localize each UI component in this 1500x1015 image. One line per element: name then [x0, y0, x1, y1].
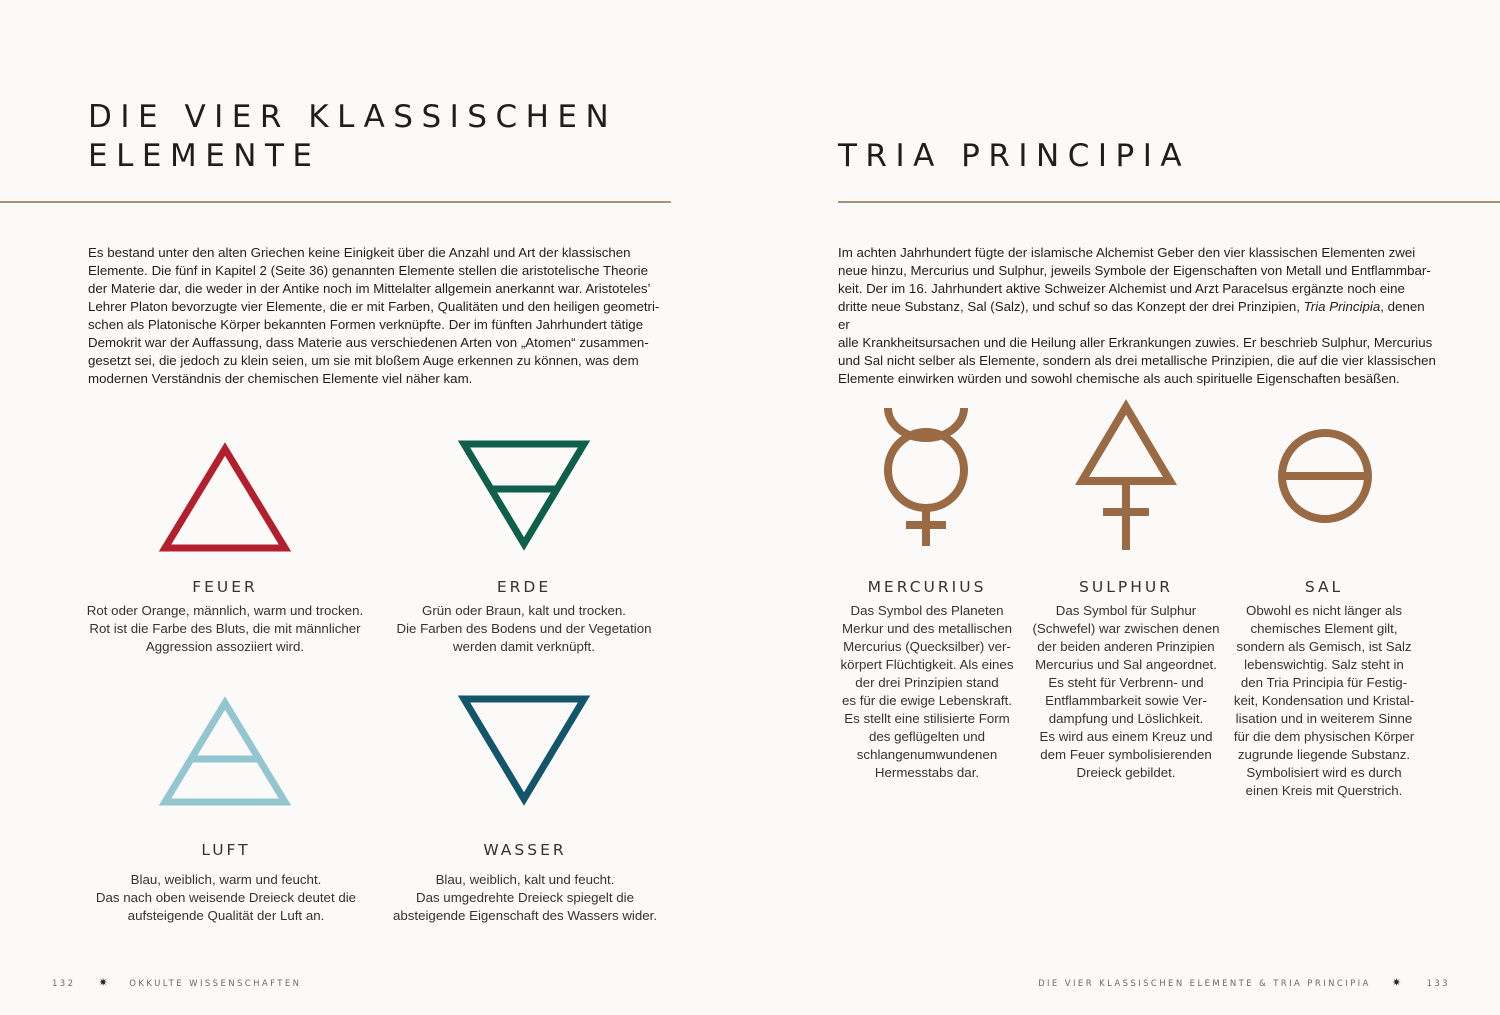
left-title-line-1: DIE VIER KLASSISCHEN [88, 99, 618, 135]
earth-symbol-icon [459, 440, 589, 552]
fire-description: Rot oder Orange, männlich, warm und trocken. Rot ist die Farbe des Bluts, die mit männlicher Aggression assoziiert wird. [86, 603, 364, 654]
fire-symbol-icon [160, 442, 290, 552]
right-page-title: TRIA PRINCIPIA [838, 138, 1191, 174]
left-page-title [88, 98, 617, 176]
fire-label: FEUER [192, 578, 258, 596]
intro-line: Elemente einwirken würden und sowohl chemische als auch spirituelle Eigenschaften besäßen. [838, 371, 1400, 386]
water-symbol-icon [459, 695, 589, 807]
right-page-number: 133 [1426, 979, 1450, 989]
sal-label: SAL [1304, 578, 1344, 596]
intro-text: dritte neue Substanz, Sal (Salz), und schuf so das Konzept der drei Prinzipien, [838, 299, 1304, 314]
star-icon: ✷ [98, 976, 111, 989]
intro-line: schen als Platonische Körper bekannten Formen verknüpfte. Der im fünften Jahrhundert tätige [88, 317, 644, 332]
sulphur-label: SULPHUR [1079, 578, 1173, 596]
intro-line [838, 298, 1438, 334]
left-title-line-2: ELEMENTE [88, 138, 321, 174]
air-description: Blau, weiblich, warm und feucht. Das nach oben weisende Dreieck deutet die aufsteigende Qualität der Luft an. [95, 872, 357, 923]
intro-line: Demokrit war der Auffassung, dass Materie aus verschiedenen Arten von „Atomen“ zusammen- [88, 335, 649, 350]
left-running-head: OKKULTE WISSENSCHAFTEN [129, 979, 302, 989]
salt-symbol-icon [1276, 427, 1374, 525]
intro-text: , denen er [838, 299, 1425, 332]
left-footer [52, 976, 301, 989]
water-description: Blau, weiblich, kalt und feucht. Das umgedrehte Dreieck spiegelt die absteigende Eigenschaft des Wassers wider. [392, 872, 658, 923]
air-symbol-icon [160, 696, 290, 806]
right-footer [1038, 976, 1450, 989]
intro-line: Elemente. Die fünf in Kapitel 2 (Seite 36) genannten Elemente stellen die aristotelische Theorie [88, 263, 649, 278]
mercury-symbol-icon [876, 400, 976, 550]
right-running-head: DIE VIER KLASSISCHEN ELEMENTE & TRIA PRINCIPIA [1038, 979, 1371, 989]
left-page-number: 132 [52, 979, 76, 989]
intro-line: Lehrer Platon bevorzugte vier Elemente, die er mit Farben, Qualitäten und den heiligen geometri- [88, 299, 660, 314]
intro-line: alle Krankheitsursachen und die Heilung aller Erkrankungen zuwies. Er beschrieb Sulphur, Mercurius [838, 335, 1433, 350]
intro-line: modernen Verständnis der chemischen Elemente viel näher kam. [88, 371, 473, 386]
right-title-rule [838, 201, 1500, 203]
earth-label: ERDE [496, 578, 552, 596]
intro-line: und Sal nicht selber als Elemente, sondern als drei metallische Prinzipien, die auf die vier klassischen [838, 353, 1436, 368]
sulphur-description: Das Symbol für Sulphur (Schwefel) war zwischen denen der beiden anderen Prinzipien Mercurius und Sal angeordnet. Es steht für Verbrenn- und Entflammbarkeit sowie Ver- dampfung und Löslichkeit. Es wird aus einem Kreuz und dem Feuer symbolisierenden Dreieck gebildet. [1032, 603, 1220, 780]
intro-line: gesetzt sei, die jedoch zu klein seien, um sie mit bloßem Auge erkennen zu können, was dem [88, 353, 639, 368]
intro-line: Es bestand unter den alten Griechen keine Einigkeit über die Anzahl und Art der klassischen [88, 245, 631, 260]
sulphur-symbol-icon [1076, 400, 1176, 552]
sal-description: Obwohl es nicht länger als chemisches Element gilt, sondern als Gemisch, ist Salz lebenswichtig. Salz steht in den Tria Principia für Festig- keit, Kondensation und Kristal- lisation und in weiterem Sinne für die dem physischen Körper zugrunde liegende Substanz. Symbolisiert wird es durch einen Kreis mit Querstrich. [1233, 603, 1415, 798]
intro-line: der Materie dar, die weder in der Antike noch im Mittelalter allgemein anerkannt war. Aristoteles’ [88, 281, 651, 296]
mercurius-label: MERCURIUS [867, 578, 987, 596]
right-intro-paragraph [838, 244, 1438, 388]
intro-line: neue hinzu, Mercurius und Sulphur, jeweils Symbole der Eigenschaften von Metall und Entflammbar- [838, 263, 1431, 278]
left-intro-paragraph [88, 244, 663, 388]
tria-principia-italic: Tria Principia [1303, 299, 1381, 314]
star-icon: ✷ [1391, 976, 1404, 989]
left-title-rule [0, 201, 671, 203]
intro-line: keit. Der im 16. Jahrhundert aktive Schweizer Alchemist und Arzt Paracelsus ergänzte noch eine [838, 281, 1405, 296]
mercurius-description: Das Symbol des Planeten Merkur und des metallischen Mercurius (Quecksilber) ver- körpert Flüchtigkeit. Als eines der drei Prinzipien stand es für die ewige Lebenskraft. Es stellt eine stilisierte Form des geflügelten und schlangenumwundenen Hermesstabs dar. [840, 603, 1014, 780]
water-label: WASSER [483, 841, 567, 859]
intro-line: Im achten Jahrhundert fügte der islamische Alchemist Geber den vier klassischen Elementen zwei [838, 245, 1416, 260]
air-label: LUFT [201, 841, 251, 859]
earth-description: Grün oder Braun, kalt und trocken. Die Farben des Bodens und der Vegetation werden damit verknüpft. [396, 603, 652, 654]
